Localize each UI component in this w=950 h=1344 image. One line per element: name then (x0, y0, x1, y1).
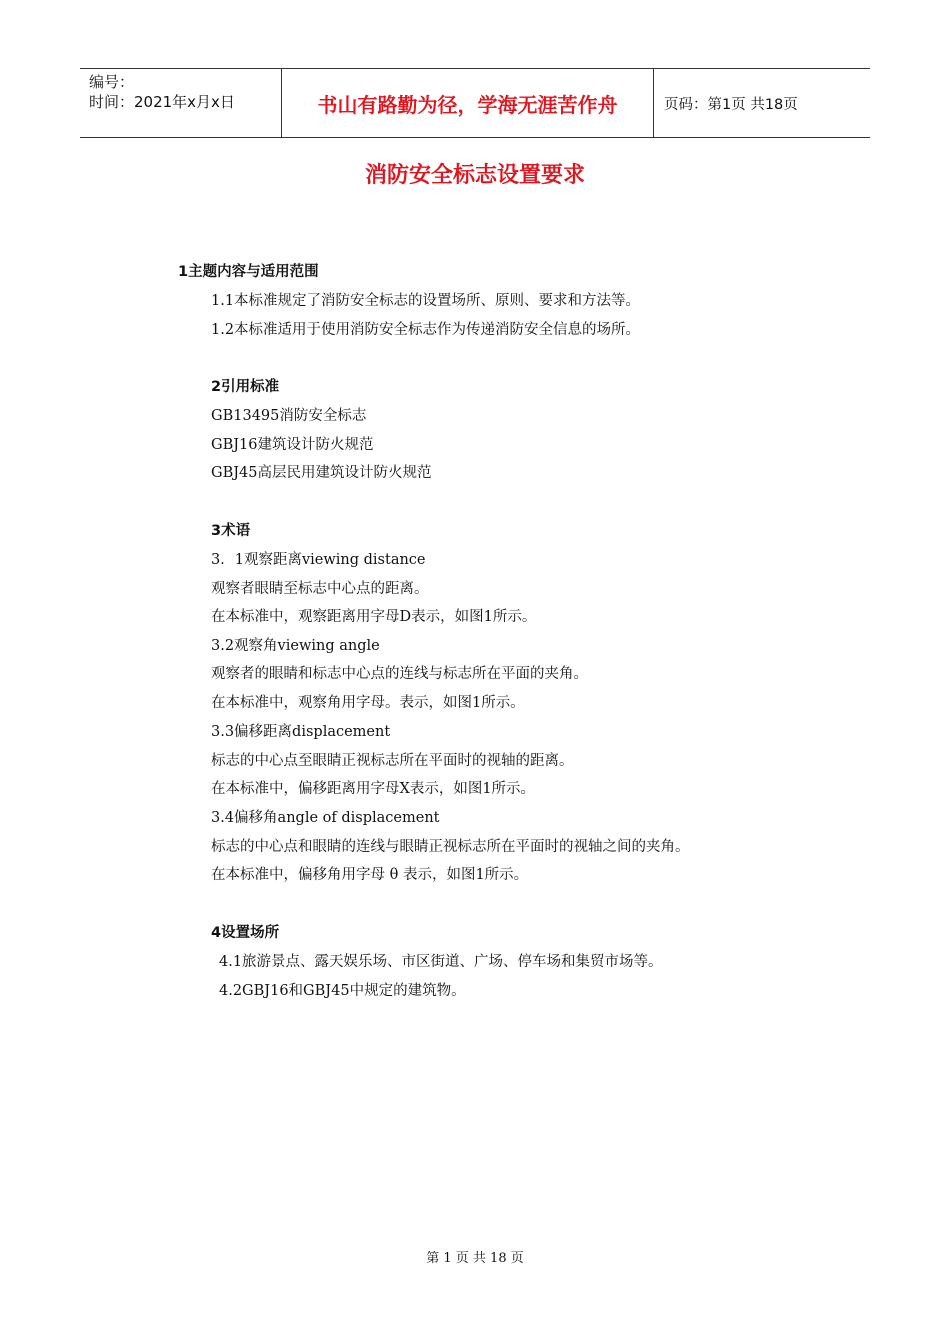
number-label: 编号： (89, 73, 135, 91)
paragraph: 标志的中心点至眼睛正视标志所在平面时的视轴的距离。 (211, 753, 574, 769)
paragraph: 3.3偏移距离displacement (211, 724, 391, 740)
paragraph: 1.2本标准适用于使用消防安全标志作为传递消防安全信息的场所。 (211, 322, 641, 338)
paragraph: GBJ45高层民用建筑设计防火规范 (211, 465, 432, 481)
paragraph: 在本标准中，观察距离用字母D表示，如图1所示。 (211, 609, 537, 625)
paragraph: 1.1本标准规定了消防安全标志的设置场所、原则、要求和方法等。 (211, 293, 641, 309)
paragraph: 4.1旅游景点、露天娱乐场、市区街道、广场、停车场和集贸市场等。 (219, 954, 663, 970)
page-footer: 第 1 页 共 18 页 (426, 1251, 524, 1266)
section-3-heading: 3术语 (211, 523, 251, 539)
paragraph: 3．1观察距离viewing distance (211, 552, 426, 568)
time-label: 时间：2021年x月x日 (89, 93, 235, 111)
paragraph: 观察者眼睛至标志中心点的距离。 (211, 581, 429, 597)
paragraph: 在本标准中，偏移距离用字母X表示，如图1所示。 (211, 781, 536, 797)
paragraph: GBJ16建筑设计防火规范 (211, 437, 374, 453)
section-4-heading: 4设置场所 (211, 925, 280, 941)
paragraph: 在本标准中，观察角用字母。表示，如图1所示。 (211, 695, 525, 711)
paragraph: 观察者的眼睛和标志中心点的连线与标志所在平面的夹角。 (211, 666, 588, 682)
paragraph: 4.2GBJ16和GBJ45中规定的建筑物。 (219, 983, 466, 999)
paragraph: 3.2观察角viewing angle (211, 638, 380, 654)
paragraph: GB13495消防安全标志 (211, 408, 367, 424)
page-header (80, 68, 870, 138)
document-title: 消防安全标志设置要求 (364, 162, 585, 188)
paragraph: 3.4偏移角angle of displacement (211, 810, 440, 826)
paragraph: 标志的中心点和眼睛的连线与眼睛正视标志所在平面时的视轴之间的夹角。 (211, 839, 690, 855)
section-2-heading: 2引用标准 (211, 379, 280, 395)
section-1-heading: 1主题内容与适用范围 (178, 264, 319, 280)
header-page-info: 页码：第1页 共18页 (664, 96, 798, 113)
header-motto: 书山有路勤为径，学海无涯苦作舟 (281, 69, 654, 137)
header-meta (80, 69, 281, 137)
paragraph: 在本标准中，偏移角用字母 θ 表示，如图1所示。 (211, 867, 529, 883)
